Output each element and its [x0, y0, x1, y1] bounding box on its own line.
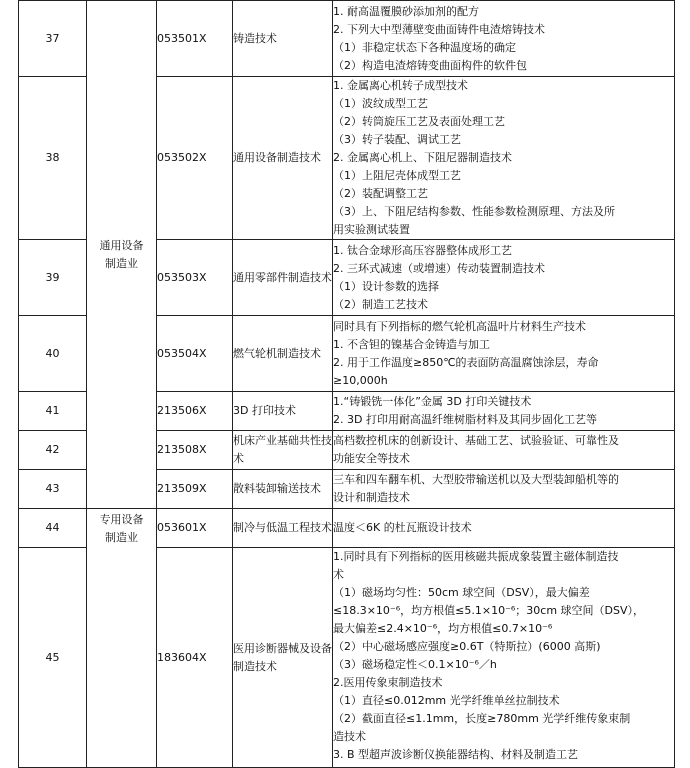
content-line: （2）中心磁场感应强度≥0.6T（特斯拉）(6000 高斯) — [333, 640, 601, 653]
tech-code: 053502X — [157, 77, 233, 240]
content-line: 1.“铸锻铣一体化”金属 3D 打印关键技术 — [333, 395, 532, 408]
row-number: 45 — [19, 548, 87, 768]
content-line: ≤18.3×10⁻⁶，均方根值≤5.1×10⁻⁶；30cm 球空间（DSV）， — [333, 604, 645, 617]
content-line: 1.同时具有下列指标的医用核磁共振成象装置主磁体制造技 — [333, 550, 619, 563]
content-line: （2）装配调整工艺 — [333, 187, 428, 200]
content-line: （3）磁场稳定性＜0.1×10⁻⁶／h — [333, 658, 497, 671]
table-row — [19, 509, 675, 548]
row-number: 37 — [19, 1, 87, 77]
tech-name: 3D 打印技术 — [233, 392, 333, 431]
tech-content — [333, 316, 675, 392]
content-line: 同时具有下列指标的燃气轮机高温叶片材料生产技术 — [333, 319, 586, 333]
tech-content — [333, 431, 675, 470]
content-line: 1. 耐高温覆膜砂添加剂的配方 — [333, 4, 479, 18]
row-number: 38 — [19, 77, 87, 240]
tech-content — [333, 240, 675, 316]
industry-general: 通用设备制造业 — [87, 1, 157, 509]
tech-content — [333, 392, 675, 431]
content-line: （3）转子装配、调试工艺 — [333, 133, 461, 146]
content-line: 2. 用于工作温度≥850℃的表面防高温腐蚀涂层，寿命 — [333, 355, 599, 369]
tech-code: 053504X — [157, 316, 233, 392]
content-line: ≥10,000h — [333, 373, 388, 387]
tech-code: 053501X — [157, 1, 233, 77]
tech-name: 通用设备制造技术 — [233, 77, 333, 240]
technology-table — [18, 0, 675, 768]
tech-name: 燃气轮机制造技术 — [233, 316, 333, 392]
row-number: 43 — [19, 470, 87, 509]
content-line: （2）转筒旋压工艺及表面处理工艺 — [333, 115, 505, 128]
content-line: 功能安全等技术 — [333, 452, 410, 465]
content-line: （1）波纹成型工艺 — [333, 97, 428, 110]
tech-code: 213508X — [157, 431, 233, 470]
tech-name: 散料装卸输送技术 — [233, 470, 333, 509]
tech-name: 制冷与低温工程技术 — [233, 509, 333, 548]
content-line: 1. 钛合金球形高压容器整体成形工艺 — [333, 243, 512, 257]
table-row — [19, 1, 675, 77]
row-number: 41 — [19, 392, 87, 431]
row-number: 40 — [19, 316, 87, 392]
content-line: （2）制造工艺技术 — [333, 297, 428, 311]
content-line: 造技术 — [333, 730, 366, 743]
content-line: 高档数控机床的创新设计、基础工艺、试验验证、可靠性及 — [333, 434, 619, 447]
tech-content — [333, 77, 675, 240]
content-line: （1）上阻尼壳体成型工艺 — [333, 169, 461, 182]
tech-content — [333, 470, 675, 509]
tech-content — [333, 548, 675, 768]
tech-code: 053601X — [157, 509, 233, 548]
tech-name: 医用诊断器械及设备制造技术 — [233, 548, 333, 768]
content-line: 2. 3D 打印用耐高温纤维树脂材料及其同步固化工艺等 — [333, 413, 597, 426]
row-number: 42 — [19, 431, 87, 470]
tech-code: 213506X — [157, 392, 233, 431]
content-line: （1）设计参数的选择 — [333, 279, 439, 293]
content-line: （1）非稳定状态下各种温度场的确定 — [333, 40, 516, 54]
content-line: 1. 金属离心机转子成型技术 — [333, 79, 468, 92]
content-line: （2）截面直径≤1.1mm，长度≥780mm 光学纤维传象束制 — [333, 712, 631, 725]
content-line: （2）构造电渣熔铸变曲面构件的软件包 — [333, 58, 527, 72]
content-line: 最大偏差≤2.4×10⁻⁶，均方根值≤0.7×10⁻⁶ — [333, 622, 553, 635]
content-line: 2. 金属离心机上、下阻尼器制造技术 — [333, 151, 512, 164]
tech-code: 183604X — [157, 548, 233, 768]
content-line: 术 — [333, 568, 344, 581]
tech-code: 053503X — [157, 240, 233, 316]
tech-name: 机床产业基础共性技术 — [233, 431, 333, 470]
tech-code: 213509X — [157, 470, 233, 509]
content-line: 用实验测试装置 — [333, 223, 410, 236]
row-number: 44 — [19, 509, 87, 548]
content-line: （1）磁场均匀性：50cm 球空间（DSV），最大偏差 — [333, 586, 590, 599]
content-line: 温度＜6K 的杜瓦瓶设计技术 — [333, 521, 472, 534]
content-line: 设计和制造技术 — [333, 491, 410, 504]
tech-name: 通用零部件制造技术 — [233, 240, 333, 316]
content-line: （3）上、下阻尼结构参数、性能参数检测原理、方法及所 — [333, 205, 615, 218]
content-line: 3. B 型超声波诊断仪换能器结构、材料及制造工艺 — [333, 748, 579, 761]
content-line: 2. 下列大中型薄壁变曲面铸件电渣熔铸技术 — [333, 22, 545, 36]
content-line: 2. 三环式减速（或增速）传动装置制造技术 — [333, 261, 545, 275]
tech-name: 铸造技术 — [233, 1, 333, 77]
tech-content — [333, 509, 675, 548]
content-line: 1. 不含钽的镍基合金铸造与加工 — [333, 337, 490, 351]
content-line: 三车和四车翻车机、大型胶带输送机以及大型装卸船机等的 — [333, 473, 619, 486]
tech-content — [333, 1, 675, 77]
industry-special: 专用设备制造业 — [87, 509, 157, 768]
content-line: 2.医用传象束制造技术 — [333, 676, 443, 689]
content-line: （1）直径≤0.012mm 光学纤维单丝拉制技术 — [333, 694, 560, 707]
row-number: 39 — [19, 240, 87, 316]
